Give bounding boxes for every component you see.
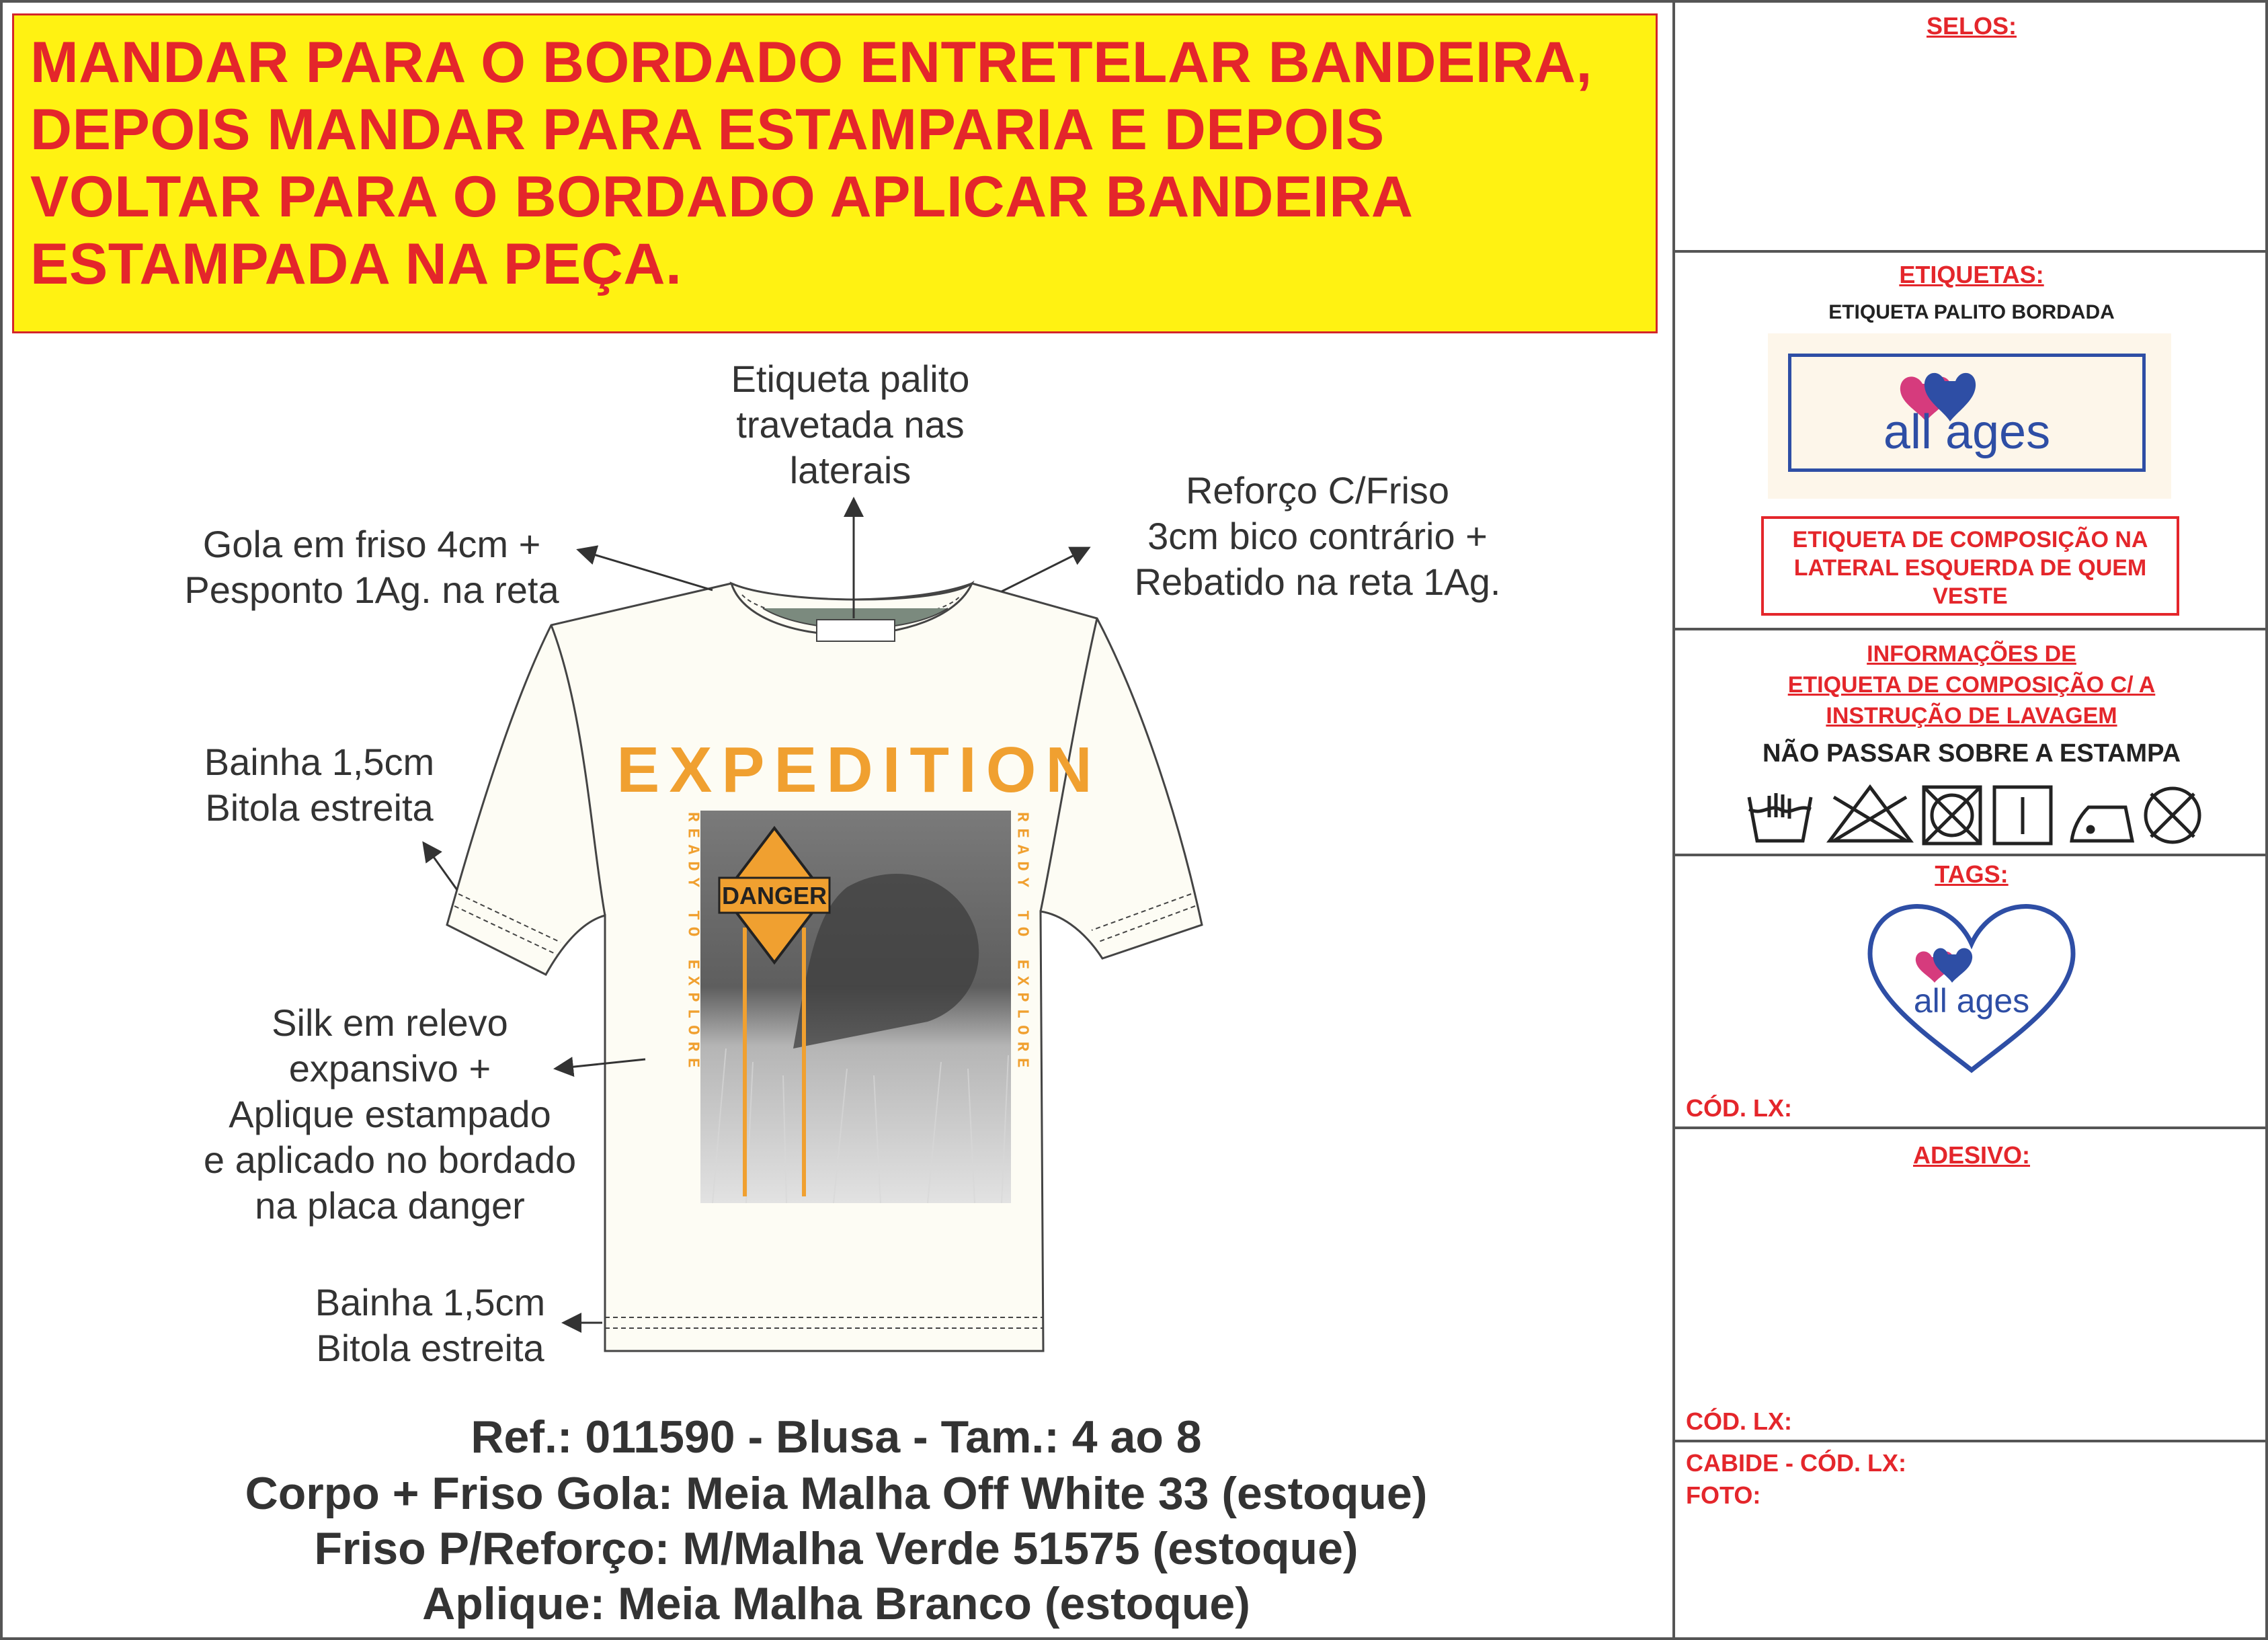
all-ages-logo-icon — [1791, 357, 2142, 468]
tag-heart-icon — [1675, 890, 2268, 1078]
danger-sign-label: DANGER — [721, 882, 827, 909]
iron-low-icon — [2072, 807, 2132, 841]
print-side-text-right: READY TO EXPLORE — [1012, 812, 1031, 1075]
adesivo-code-label: CÓD. LX: — [1686, 1407, 1792, 1435]
brand-name: all ages — [1883, 405, 2051, 459]
foto-label: FOTO: — [1686, 1481, 1761, 1509]
banner-line: VOLTAR PARA O BORDADO APLICAR BANDEIRA — [30, 165, 1414, 229]
do-not-tumble-dry-icon — [1924, 787, 1980, 844]
tags-title: TAGS: — [1935, 860, 2009, 888]
do-not-dry-clean-icon — [2146, 788, 2199, 842]
banner-line: MANDAR PARA O BORDADO ENTRETELAR BANDEIRA, — [30, 30, 1592, 95]
section-etiquetas — [1675, 253, 2268, 630]
material-body-line: Corpo + Friso Gola: Meia Malha Off White 33 (estoque) — [245, 1468, 1428, 1519]
banner-line: ESTAMPADA NA PEÇA. — [30, 232, 682, 296]
selos-title: SELOS: — [1926, 12, 2017, 40]
cabide-code-label: CABIDE - CÓD. LX: — [1686, 1449, 1906, 1477]
composition-label-box: ETIQUETA DE COMPOSIÇÃO NA LATERAL ESQUERDA DE QUEM VESTE — [1761, 516, 2179, 616]
line-dry-icon — [1994, 787, 2051, 844]
annotation-reinforcement: Reforço C/Friso 3cm bico contrário + Rebatido na reta 1Ag. — [1134, 469, 1501, 603]
section-cabide — [1675, 1442, 2268, 1640]
annotation-label-tag: Etiqueta palito travetada nas laterais — [731, 358, 970, 491]
hand-wash-icon — [1749, 793, 1811, 841]
informacoes-title: INFORMAÇÕES DE ETIQUETA DE COMPOSIÇÃO C/ A INSTRUÇÃO DE LAVAGEM — [1787, 641, 2156, 729]
annotation-sleeve-hem: Bainha 1,5cm Bitola estreita — [204, 741, 435, 829]
annotation-collar: Gola em friso 4cm + Pesponto 1Ag. na reta — [184, 523, 559, 611]
tag-brand-name: all ages — [1913, 982, 2030, 1020]
brand-label-preview — [1768, 333, 2171, 499]
label-tag — [817, 620, 895, 641]
section-informacoes — [1675, 630, 2268, 856]
material-reinforcement-line: Friso P/Reforço: M/Malha Verde 51575 (estoque) — [314, 1523, 1359, 1574]
tags-code-label: CÓD. LX: — [1686, 1094, 1792, 1122]
print-side-text-left: READY TO EXPLORE — [683, 812, 702, 1075]
section-selos — [1675, 0, 2268, 253]
adesivo-title: ADESIVO: — [1912, 1141, 2031, 1169]
side-panel — [1672, 0, 2268, 1640]
section-adesivo — [1675, 1129, 2268, 1442]
care-warning: NÃO PASSAR SOBRE A ESTAMPA — [1762, 739, 2181, 768]
etiquetas-title: ETIQUETAS: — [1899, 261, 2044, 288]
etiquetas-subtitle: ETIQUETA PALITO BORDADA — [1828, 301, 2115, 323]
material-applique-line: Aplique: Meia Malha Branco (estoque) — [422, 1578, 1250, 1629]
care-icons-row — [1675, 777, 2268, 851]
reference-line: Ref.: 011590 - Blusa - Tam.: 4 ao 8 — [471, 1411, 1202, 1463]
do-not-bleach-icon — [1830, 787, 1910, 841]
section-tags — [1675, 856, 2268, 1129]
annotation-bottom-hem: Bainha 1,5cm Bitola estreita — [315, 1281, 546, 1369]
print-title: EXPEDITION — [616, 734, 1102, 806]
banner-line: DEPOIS MANDAR PARA ESTAMPARIA E DEPOIS — [30, 97, 1385, 162]
annotation-silk: Silk em relevo expansivo + Aplique estampado e aplicado no bordado na placa danger — [203, 1001, 577, 1227]
